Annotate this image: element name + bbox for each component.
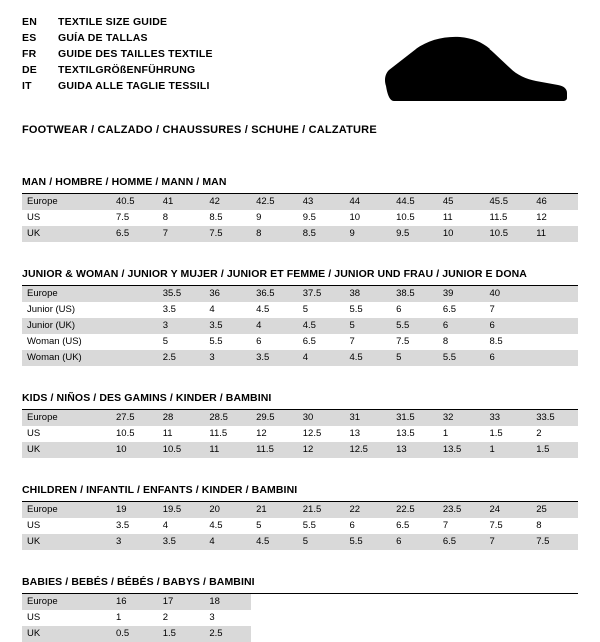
section-title: KIDS / NIÑOS / DES GAMINS / KINDER / BAMBINI	[22, 392, 578, 410]
table-row	[22, 502, 578, 518]
cell: 31.5	[391, 410, 438, 426]
cell: 28.5	[204, 410, 251, 426]
cell: 19	[111, 502, 158, 518]
row-label: US	[22, 426, 111, 442]
language-title: GUÍA DE TALLAS	[58, 32, 148, 44]
cell: 13.5	[391, 426, 438, 442]
table-row	[22, 302, 578, 318]
cell: 4.5	[298, 318, 345, 334]
cell-empty	[531, 594, 578, 610]
cell	[531, 286, 578, 302]
cell: 40	[485, 286, 532, 302]
cell-empty	[298, 610, 345, 626]
table-row	[22, 518, 578, 534]
size-table-body	[22, 502, 578, 550]
cell: 7.5	[531, 534, 578, 550]
table-row	[22, 610, 578, 626]
cell: 10	[344, 210, 391, 226]
cell: 45	[438, 194, 485, 210]
language-title-list	[22, 16, 213, 96]
cell: 9	[344, 226, 391, 242]
size-table-babies	[22, 594, 578, 642]
table-row	[22, 534, 578, 550]
cell: 41	[158, 194, 205, 210]
cell-empty	[485, 594, 532, 610]
cell: 42.5	[251, 194, 298, 210]
cell-empty	[531, 610, 578, 626]
row-label: UK	[22, 226, 111, 242]
cell: 5.5	[204, 334, 251, 350]
cell: 13.5	[438, 442, 485, 458]
cell: 3	[158, 318, 205, 334]
row-label: Europe	[22, 410, 111, 426]
cell: 11.5	[485, 210, 532, 226]
cell: 1.5	[531, 442, 578, 458]
language-row	[22, 32, 213, 48]
cell	[531, 302, 578, 318]
cell: 27.5	[111, 410, 158, 426]
table-row	[22, 410, 578, 426]
cell: 7	[438, 518, 485, 534]
cell-empty	[344, 610, 391, 626]
cell: 6	[344, 518, 391, 534]
language-code: DE	[22, 64, 37, 76]
cell: 9.5	[298, 210, 345, 226]
cell: 6	[251, 334, 298, 350]
table-row	[22, 594, 578, 610]
cell: 8	[158, 210, 205, 226]
cell	[111, 302, 158, 318]
cell: 1	[438, 426, 485, 442]
cell: 43	[298, 194, 345, 210]
cell	[111, 334, 158, 350]
table-row	[22, 194, 578, 210]
cell-empty	[391, 594, 438, 610]
language-row	[22, 80, 213, 96]
cell: 4	[158, 518, 205, 534]
cell-empty	[485, 610, 532, 626]
cell: 5.5	[344, 534, 391, 550]
cell: 44	[344, 194, 391, 210]
cell: 8	[251, 226, 298, 242]
cell: 1.5	[485, 426, 532, 442]
size-table-body	[22, 194, 578, 242]
section-kids	[22, 392, 578, 458]
row-label: US	[22, 210, 111, 226]
cell: 4	[251, 318, 298, 334]
cell: 5	[344, 318, 391, 334]
cell: 16	[111, 594, 158, 610]
size-table-junior-woman	[22, 286, 578, 366]
table-row	[22, 226, 578, 242]
language-title: GUIDE DES TAILLES TEXTILE	[58, 48, 213, 60]
cell	[531, 318, 578, 334]
size-table-children	[22, 502, 578, 550]
cell: 3	[204, 610, 251, 626]
cell: 12	[298, 442, 345, 458]
size-table-body	[22, 594, 578, 642]
cell: 38	[344, 286, 391, 302]
table-row	[22, 286, 578, 302]
cell: 8.5	[298, 226, 345, 242]
cell: 5.5	[344, 302, 391, 318]
cell: 5	[391, 350, 438, 366]
table-row	[22, 350, 578, 366]
row-label: Junior (UK)	[22, 318, 111, 334]
cell: 5	[251, 518, 298, 534]
cell: 4	[204, 302, 251, 318]
cell: 46	[531, 194, 578, 210]
document-header	[22, 16, 578, 108]
cell: 5.5	[438, 350, 485, 366]
cell: 10.5	[111, 426, 158, 442]
cell: 8.5	[204, 210, 251, 226]
cell: 35.5	[158, 286, 205, 302]
cell: 7	[485, 302, 532, 318]
cell-empty	[344, 626, 391, 642]
cell: 10	[438, 226, 485, 242]
cell: 2	[158, 610, 205, 626]
cell: 21.5	[298, 502, 345, 518]
cell: 5	[298, 302, 345, 318]
cell: 25	[531, 502, 578, 518]
cell: 32	[438, 410, 485, 426]
section-title: CHILDREN / INFANTIL / ENFANTS / KINDER / BAMBINI	[22, 484, 578, 502]
cell: 1	[485, 442, 532, 458]
cell-empty	[485, 626, 532, 642]
cell: 7.5	[391, 334, 438, 350]
cell: 3.5	[204, 318, 251, 334]
cell: 6.5	[438, 302, 485, 318]
language-title: TEXTILGRÖßENFÜHRUNG	[58, 64, 196, 76]
row-label: UK	[22, 626, 111, 642]
section-title: BABIES / BEBÉS / BÉBÉS / BABYS / BAMBINI	[22, 576, 578, 594]
cell-empty	[251, 594, 298, 610]
cell: 10.5	[158, 442, 205, 458]
cell: 11	[158, 426, 205, 442]
cell-empty	[298, 626, 345, 642]
dress-shoe-icon	[380, 30, 570, 104]
language-code: ES	[22, 32, 37, 44]
table-row	[22, 426, 578, 442]
cell: 7.5	[111, 210, 158, 226]
table-row	[22, 442, 578, 458]
cell: 21	[251, 502, 298, 518]
cell: 22.5	[391, 502, 438, 518]
table-row	[22, 210, 578, 226]
cell: 11	[438, 210, 485, 226]
cell: 6	[391, 302, 438, 318]
cell: 4	[204, 534, 251, 550]
cell-empty	[531, 626, 578, 642]
cell: 0.5	[111, 626, 158, 642]
size-table-body	[22, 410, 578, 458]
cell: 12.5	[344, 442, 391, 458]
cell: 4.5	[251, 534, 298, 550]
cell: 11	[204, 442, 251, 458]
cell: 3	[111, 534, 158, 550]
cell-empty	[438, 626, 485, 642]
cell: 11.5	[204, 426, 251, 442]
row-label: Europe	[22, 502, 111, 518]
cell: 44.5	[391, 194, 438, 210]
section-children	[22, 484, 578, 550]
cell: 3.5	[158, 302, 205, 318]
cell: 42	[204, 194, 251, 210]
cell: 11.5	[251, 442, 298, 458]
cell: 6	[438, 318, 485, 334]
size-table-kids	[22, 410, 578, 458]
row-label: UK	[22, 534, 111, 550]
cell: 8	[438, 334, 485, 350]
language-title-list-body	[22, 16, 213, 96]
cell: 4	[298, 350, 345, 366]
cell: 5	[158, 334, 205, 350]
cell: 37.5	[298, 286, 345, 302]
cell: 4.5	[204, 518, 251, 534]
language-code: EN	[22, 16, 37, 28]
cell: 33.5	[531, 410, 578, 426]
cell: 17	[158, 594, 205, 610]
row-label: Junior (US)	[22, 302, 111, 318]
cell: 10.5	[485, 226, 532, 242]
cell-empty	[391, 610, 438, 626]
cell: 38.5	[391, 286, 438, 302]
cell: 6.5	[391, 518, 438, 534]
language-code: FR	[22, 48, 37, 60]
section-title: MAN / HOMBRE / HOMME / MANN / MAN	[22, 176, 578, 194]
cell: 3.5	[251, 350, 298, 366]
cell: 18	[204, 594, 251, 610]
cell: 39	[438, 286, 485, 302]
cell: 6.5	[298, 334, 345, 350]
language-code: IT	[22, 80, 32, 92]
cell: 6	[391, 534, 438, 550]
section-junior-woman	[22, 268, 578, 366]
cell: 11	[531, 226, 578, 242]
cell	[111, 318, 158, 334]
language-row	[22, 16, 213, 32]
cell: 31	[344, 410, 391, 426]
cell: 4.5	[251, 302, 298, 318]
language-title: GUIDA ALLE TAGLIE TESSILI	[58, 80, 210, 92]
language-row	[22, 48, 213, 64]
cell	[111, 350, 158, 366]
cell: 5	[298, 534, 345, 550]
cell: 8.5	[485, 334, 532, 350]
cell: 9	[251, 210, 298, 226]
cell: 36	[204, 286, 251, 302]
cell: 3	[204, 350, 251, 366]
cell: 4.5	[344, 350, 391, 366]
cell: 1.5	[158, 626, 205, 642]
cell: 2.5	[158, 350, 205, 366]
cell: 7.5	[485, 518, 532, 534]
size-table-body	[22, 286, 578, 366]
cell: 19.5	[158, 502, 205, 518]
cell: 29.5	[251, 410, 298, 426]
cell: 10.5	[391, 210, 438, 226]
cell: 22	[344, 502, 391, 518]
cell: 6.5	[111, 226, 158, 242]
language-title: TEXTILE SIZE GUIDE	[58, 16, 168, 28]
cell: 7	[485, 534, 532, 550]
row-label: Woman (UK)	[22, 350, 111, 366]
cell: 1	[111, 610, 158, 626]
cell: 7	[158, 226, 205, 242]
cell: 20	[204, 502, 251, 518]
cell-empty	[251, 626, 298, 642]
cell: 12	[251, 426, 298, 442]
row-label: US	[22, 610, 111, 626]
cell	[531, 334, 578, 350]
cell: 8	[531, 518, 578, 534]
cell: 13	[344, 426, 391, 442]
cell	[111, 286, 158, 302]
cell: 23.5	[438, 502, 485, 518]
cell-empty	[391, 626, 438, 642]
table-row	[22, 334, 578, 350]
cell: 3.5	[111, 518, 158, 534]
cell: 2	[531, 426, 578, 442]
row-label: Europe	[22, 594, 111, 610]
section-man	[22, 176, 578, 242]
cell: 13	[391, 442, 438, 458]
cell: 5.5	[298, 518, 345, 534]
cell: 10	[111, 442, 158, 458]
row-label: Europe	[22, 194, 111, 210]
cell: 6.5	[438, 534, 485, 550]
cell-empty	[344, 594, 391, 610]
section-babies	[22, 576, 578, 642]
cell: 12.5	[298, 426, 345, 442]
cell: 28	[158, 410, 205, 426]
language-row	[22, 64, 213, 80]
cell: 36.5	[251, 286, 298, 302]
cell: 5.5	[391, 318, 438, 334]
cell: 2.5	[204, 626, 251, 642]
cell: 9.5	[391, 226, 438, 242]
cell: 40.5	[111, 194, 158, 210]
cell	[531, 350, 578, 366]
cell: 6	[485, 318, 532, 334]
size-table-man	[22, 194, 578, 242]
cell: 6	[485, 350, 532, 366]
row-label: UK	[22, 442, 111, 458]
cell: 3.5	[158, 534, 205, 550]
section-title: JUNIOR & WOMAN / JUNIOR Y MUJER / JUNIOR ET FEMME / JUNIOR UND FRAU / JUNIOR E DONA	[22, 268, 578, 286]
cell: 33	[485, 410, 532, 426]
cell: 30	[298, 410, 345, 426]
row-label: US	[22, 518, 111, 534]
cell: 7	[344, 334, 391, 350]
category-line: FOOTWEAR / CALZADO / CHAUSSURES / SCHUHE / CALZATURE	[22, 124, 377, 136]
cell-empty	[438, 610, 485, 626]
cell: 24	[485, 502, 532, 518]
cell-empty	[298, 594, 345, 610]
cell: 7.5	[204, 226, 251, 242]
table-row	[22, 626, 578, 642]
table-row	[22, 318, 578, 334]
cell-empty	[251, 610, 298, 626]
row-label: Europe	[22, 286, 111, 302]
cell: 12	[531, 210, 578, 226]
row-label: Woman (US)	[22, 334, 111, 350]
cell: 45.5	[485, 194, 532, 210]
cell-empty	[438, 594, 485, 610]
